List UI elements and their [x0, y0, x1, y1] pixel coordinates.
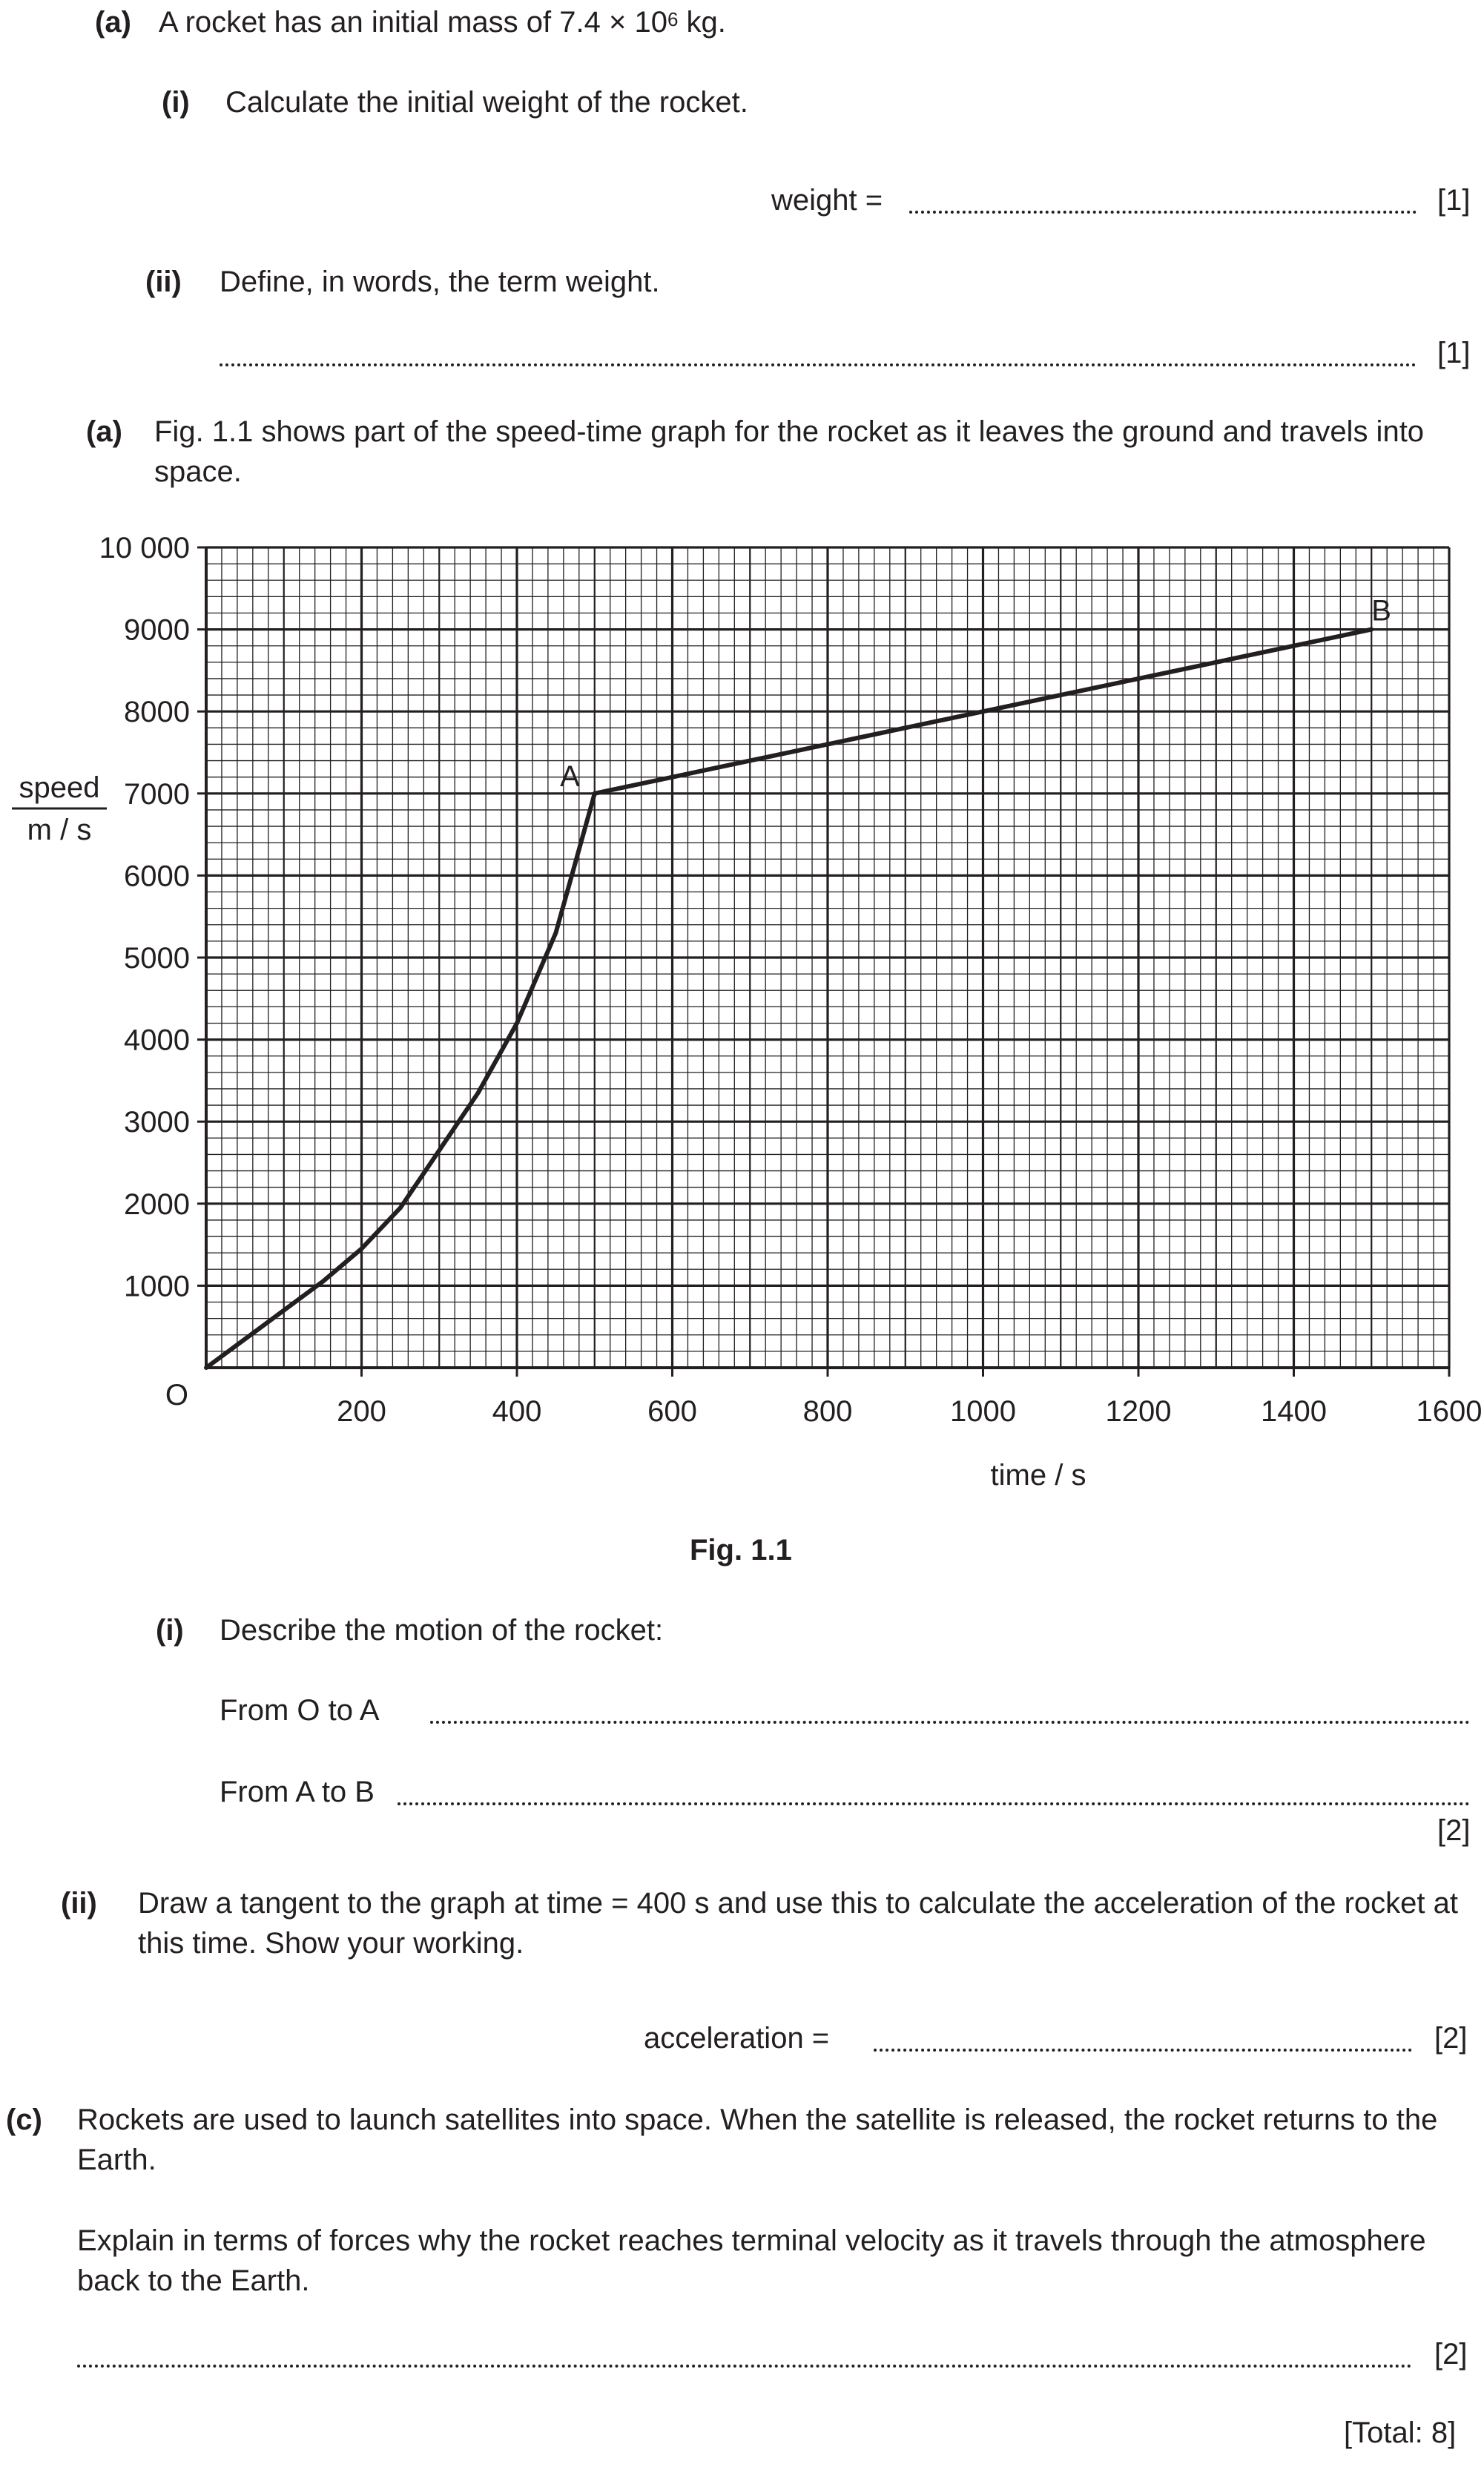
part-a-i-label: (i) — [162, 86, 190, 119]
part-b-i-marks: [2] — [1437, 1814, 1471, 1847]
part-a-ii-text: Define, in words, the term weight. — [220, 266, 660, 298]
acceleration-answer-label: acceleration = — [644, 2022, 830, 2055]
weight-answer-label: weight = — [771, 184, 883, 217]
speed-time-graph — [0, 512, 1484, 1491]
part-b-text: Fig. 1.1 shows part of the speed-time graph for the rocket as it leaves the ground and travels into space. — [154, 415, 1425, 488]
point-label-a: A — [560, 760, 580, 793]
y-tick-label: 8000 — [124, 696, 190, 729]
y-tick-label: 2000 — [124, 1187, 190, 1221]
x-tick-label: 600 — [647, 1395, 697, 1428]
part-a-label: (a) — [95, 6, 131, 39]
part-b-i-label: (i) — [156, 1614, 184, 1647]
point-label-b: B — [1371, 594, 1391, 627]
from-o-to-a-label: From O to A — [220, 1694, 380, 1727]
series-line-1 — [206, 794, 595, 1368]
part-b-label: (a) — [86, 415, 122, 448]
x-axis-label: time / s — [990, 1459, 1086, 1491]
weight-answer-line[interactable] — [909, 211, 1417, 214]
graph-series — [206, 630, 1371, 1368]
y-tick-label: 10 000 — [99, 532, 190, 564]
define-weight-answer-line[interactable] — [220, 363, 1417, 366]
part-b-i-text: Describe the motion of the rocket: — [220, 1614, 664, 1647]
part-c-label: (c) — [6, 2104, 42, 2136]
part-b-ii-marks: [2] — [1434, 2022, 1468, 2055]
y-tick-label: 3000 — [124, 1106, 190, 1139]
y-tick-label: 6000 — [124, 860, 190, 893]
terminal-velocity-answer-line[interactable] — [77, 2365, 1412, 2368]
x-tick-label: 200 — [337, 1395, 386, 1428]
acceleration-answer-line[interactable] — [874, 2049, 1412, 2052]
y-tick-label: 7000 — [124, 777, 190, 811]
x-tick-label: 1600 — [1416, 1395, 1483, 1428]
part-a-i-marks: [1] — [1437, 184, 1471, 217]
part-a-statement — [159, 3, 726, 42]
from-a-to-b-label: From A to B — [220, 1776, 375, 1808]
part-c-text-1: Rockets are used to launch satellites into space. When the satellite is released, the rocket returns to the Earth. — [77, 2104, 1438, 2176]
y-axis-label-top: speed — [19, 771, 100, 804]
part-a-exponent: 6 — [667, 8, 679, 30]
part-a-unit: kg. — [678, 6, 726, 39]
x-tick-label: 400 — [492, 1395, 542, 1428]
graph-grid — [206, 547, 1449, 1368]
part-c-marks: [2] — [1434, 2338, 1468, 2371]
part-a-text: A rocket has an initial mass of 7.4 × 10 — [159, 6, 667, 39]
y-axis-label-bottom: m / s — [27, 814, 92, 846]
y-tick-label: 1000 — [124, 1270, 190, 1303]
y-tick-label: 9000 — [124, 613, 190, 647]
part-b-ii-label: (ii) — [61, 1887, 97, 1920]
part-a-i-text: Calculate the initial weight of the rocket. — [225, 86, 748, 119]
origin-label: O — [165, 1379, 188, 1411]
part-a-ii-label: (ii) — [145, 266, 182, 298]
y-tick-label: 4000 — [124, 1024, 190, 1057]
x-tick-label: 1400 — [1261, 1395, 1327, 1428]
x-tick-label: 1200 — [1105, 1395, 1172, 1428]
figure-caption: Fig. 1.1 — [690, 1534, 792, 1566]
y-tick-label: 5000 — [124, 942, 190, 975]
x-tick-label: 1000 — [950, 1395, 1016, 1428]
total-marks: [Total: 8] — [1344, 2417, 1457, 2449]
part-b-ii-text: Draw a tangent to the graph at time = 400 s and use this to calculate the acceleration of the rocket at this time. Show your working. — [138, 1887, 1458, 1960]
x-tick-label: 800 — [802, 1395, 853, 1428]
from-o-to-a-answer-line[interactable] — [430, 1721, 1470, 1724]
part-c-text-2: Explain in terms of forces why the rocket reaches terminal velocity as it travels through the atmosphere back to the Earth. — [77, 2224, 1426, 2297]
from-a-to-b-answer-line[interactable] — [398, 1802, 1470, 1805]
part-a-ii-marks: [1] — [1437, 337, 1471, 369]
